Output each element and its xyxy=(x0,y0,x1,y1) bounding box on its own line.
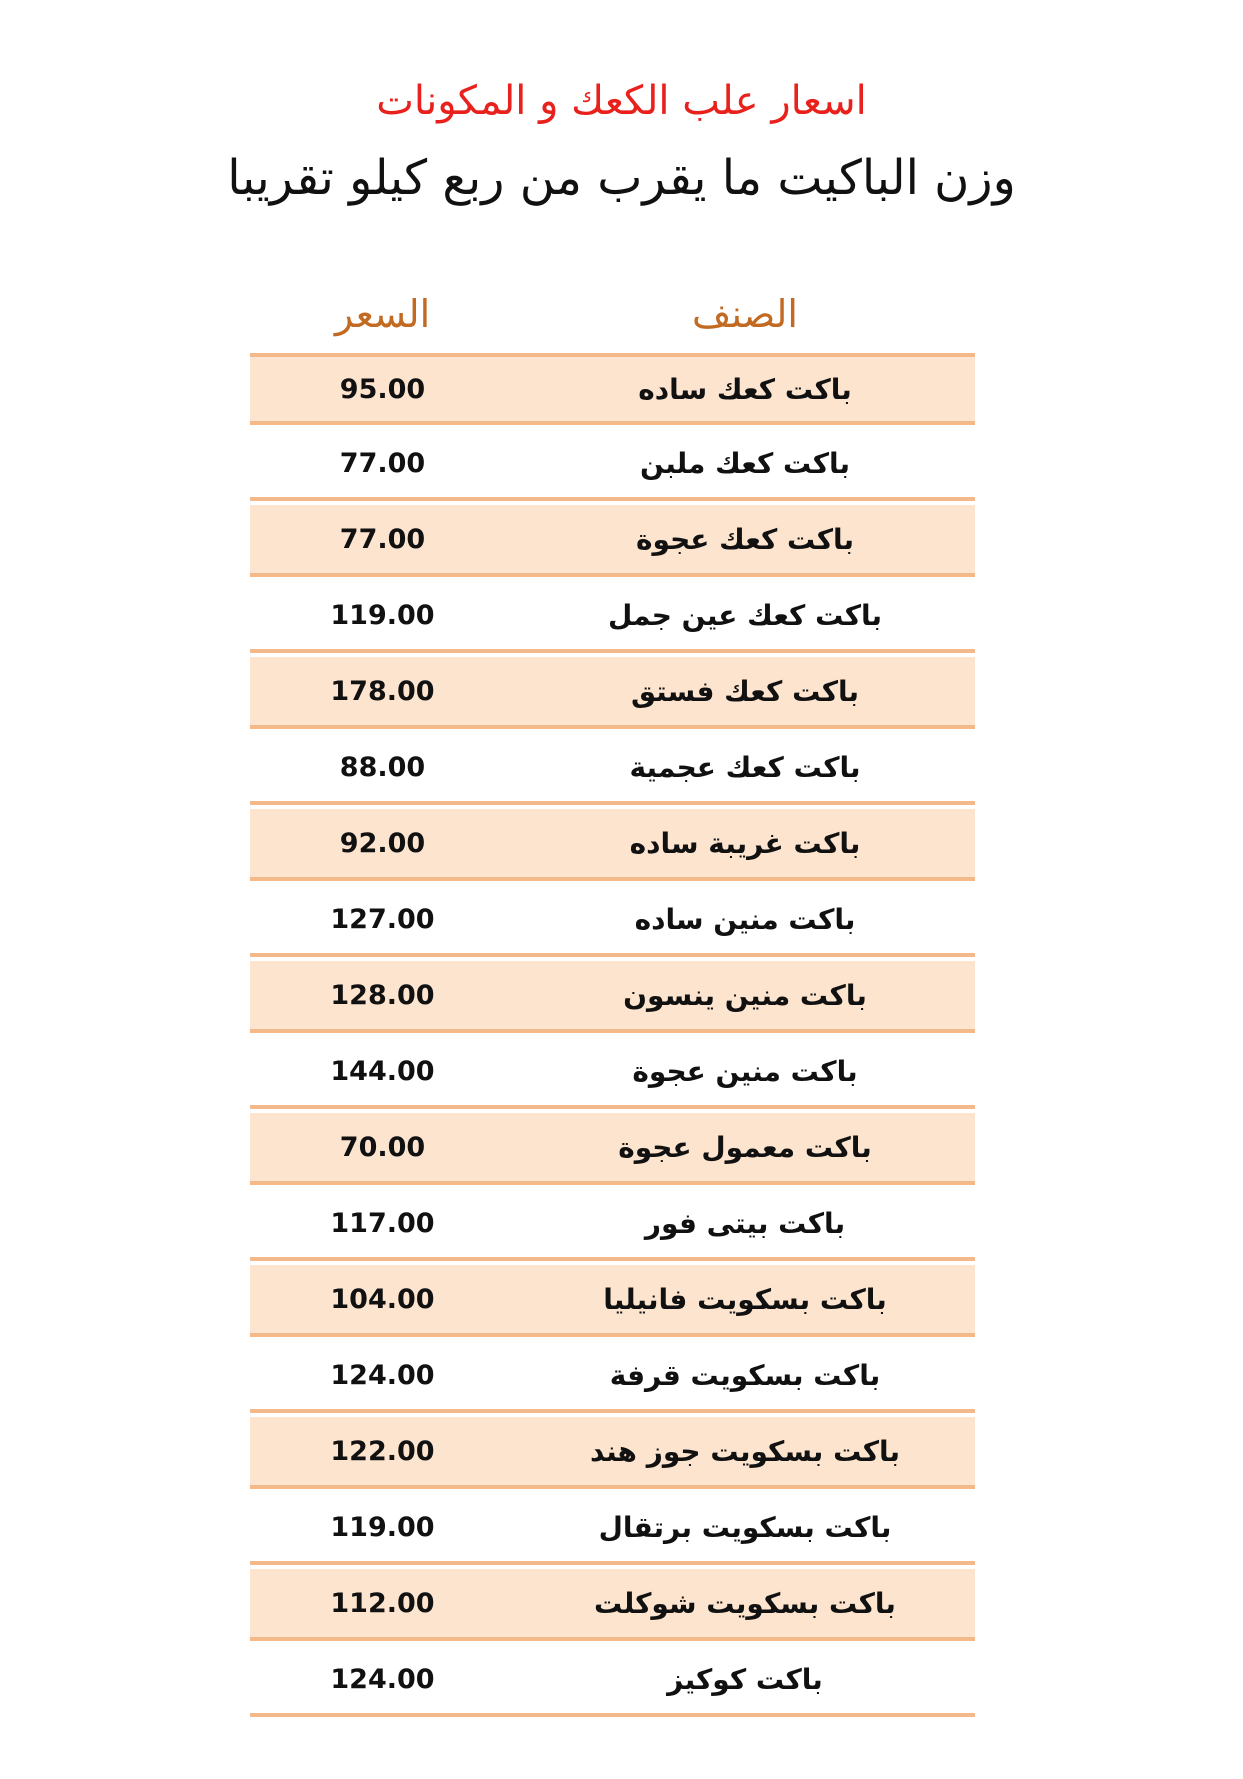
item-name: باكت منين ساده xyxy=(634,902,856,936)
table-row xyxy=(250,1113,975,1185)
item-name: باكت كعك ملبن xyxy=(640,446,850,480)
item-name: باكت بسكويت فانيليا xyxy=(603,1282,887,1316)
item-name: باكت بسكويت جوز هند xyxy=(589,1434,901,1468)
item-price: 144.00 xyxy=(330,1055,435,1087)
table-row xyxy=(250,1037,975,1109)
table-row xyxy=(250,885,975,957)
table-row xyxy=(250,429,975,501)
item-price: 88.00 xyxy=(339,751,426,783)
item-price: 124.00 xyxy=(330,1359,435,1391)
item-name: باكت كعك عين جمل xyxy=(607,598,883,632)
item-price: 92.00 xyxy=(339,827,426,859)
item-price: 112.00 xyxy=(330,1587,435,1619)
item-name: باكت منين ينسون xyxy=(623,978,867,1012)
table-row xyxy=(250,1265,975,1337)
item-price: 178.00 xyxy=(330,675,435,707)
table-row xyxy=(250,581,975,653)
item-price: 95.00 xyxy=(339,373,426,405)
item-name: باكت بسكويت برتقال xyxy=(598,1510,892,1544)
item-name: باكت كعك فستق xyxy=(630,674,860,708)
item-price: 124.00 xyxy=(330,1663,435,1695)
item-name: باكت معمول عجوة xyxy=(618,1130,872,1164)
item-price: 117.00 xyxy=(330,1207,435,1239)
table-row xyxy=(250,961,975,1033)
table-row xyxy=(250,353,975,425)
item-name: باكت بيتى فور xyxy=(644,1206,846,1240)
item-name: باكت كعك ساده xyxy=(638,372,852,406)
table-row xyxy=(250,505,975,577)
item-price: 77.00 xyxy=(339,447,426,479)
item-name: باكت غريبة ساده xyxy=(629,826,861,860)
table-header xyxy=(250,292,975,338)
item-name: باكت كعك عجمية xyxy=(629,750,861,784)
column-header-price: السعر xyxy=(334,292,431,336)
page-title: اسعار علب الكعك و المكونات xyxy=(376,78,867,124)
item-price: 122.00 xyxy=(330,1435,435,1467)
table-row xyxy=(250,1189,975,1261)
item-name: باكت كوكيز xyxy=(667,1662,823,1696)
item-price: 77.00 xyxy=(339,523,426,555)
table-row xyxy=(250,733,975,805)
item-price: 104.00 xyxy=(330,1283,435,1315)
table-row xyxy=(250,1417,975,1489)
table-row xyxy=(250,657,975,729)
item-price: 128.00 xyxy=(330,979,435,1011)
table-row xyxy=(250,1569,975,1641)
table-row xyxy=(250,1645,975,1717)
item-name: باكت منين عجوة xyxy=(632,1054,858,1088)
item-price: 119.00 xyxy=(330,599,435,631)
page-subtitle: وزن الباكيت ما يقرب من ربع كيلو تقريبا xyxy=(227,150,1016,206)
item-name: باكت بسكويت قرفة xyxy=(609,1358,881,1392)
table-row xyxy=(250,809,975,881)
item-name: باكت كعك عجوة xyxy=(636,522,854,556)
table-row xyxy=(250,1493,975,1565)
item-price: 70.00 xyxy=(339,1131,426,1163)
item-price: 127.00 xyxy=(330,903,435,935)
table-row xyxy=(250,1341,975,1413)
item-name: باكت بسكويت شوكلت xyxy=(594,1586,896,1620)
item-price: 119.00 xyxy=(330,1511,435,1543)
column-header-item: الصنف xyxy=(692,292,798,336)
price-table xyxy=(250,353,975,1721)
